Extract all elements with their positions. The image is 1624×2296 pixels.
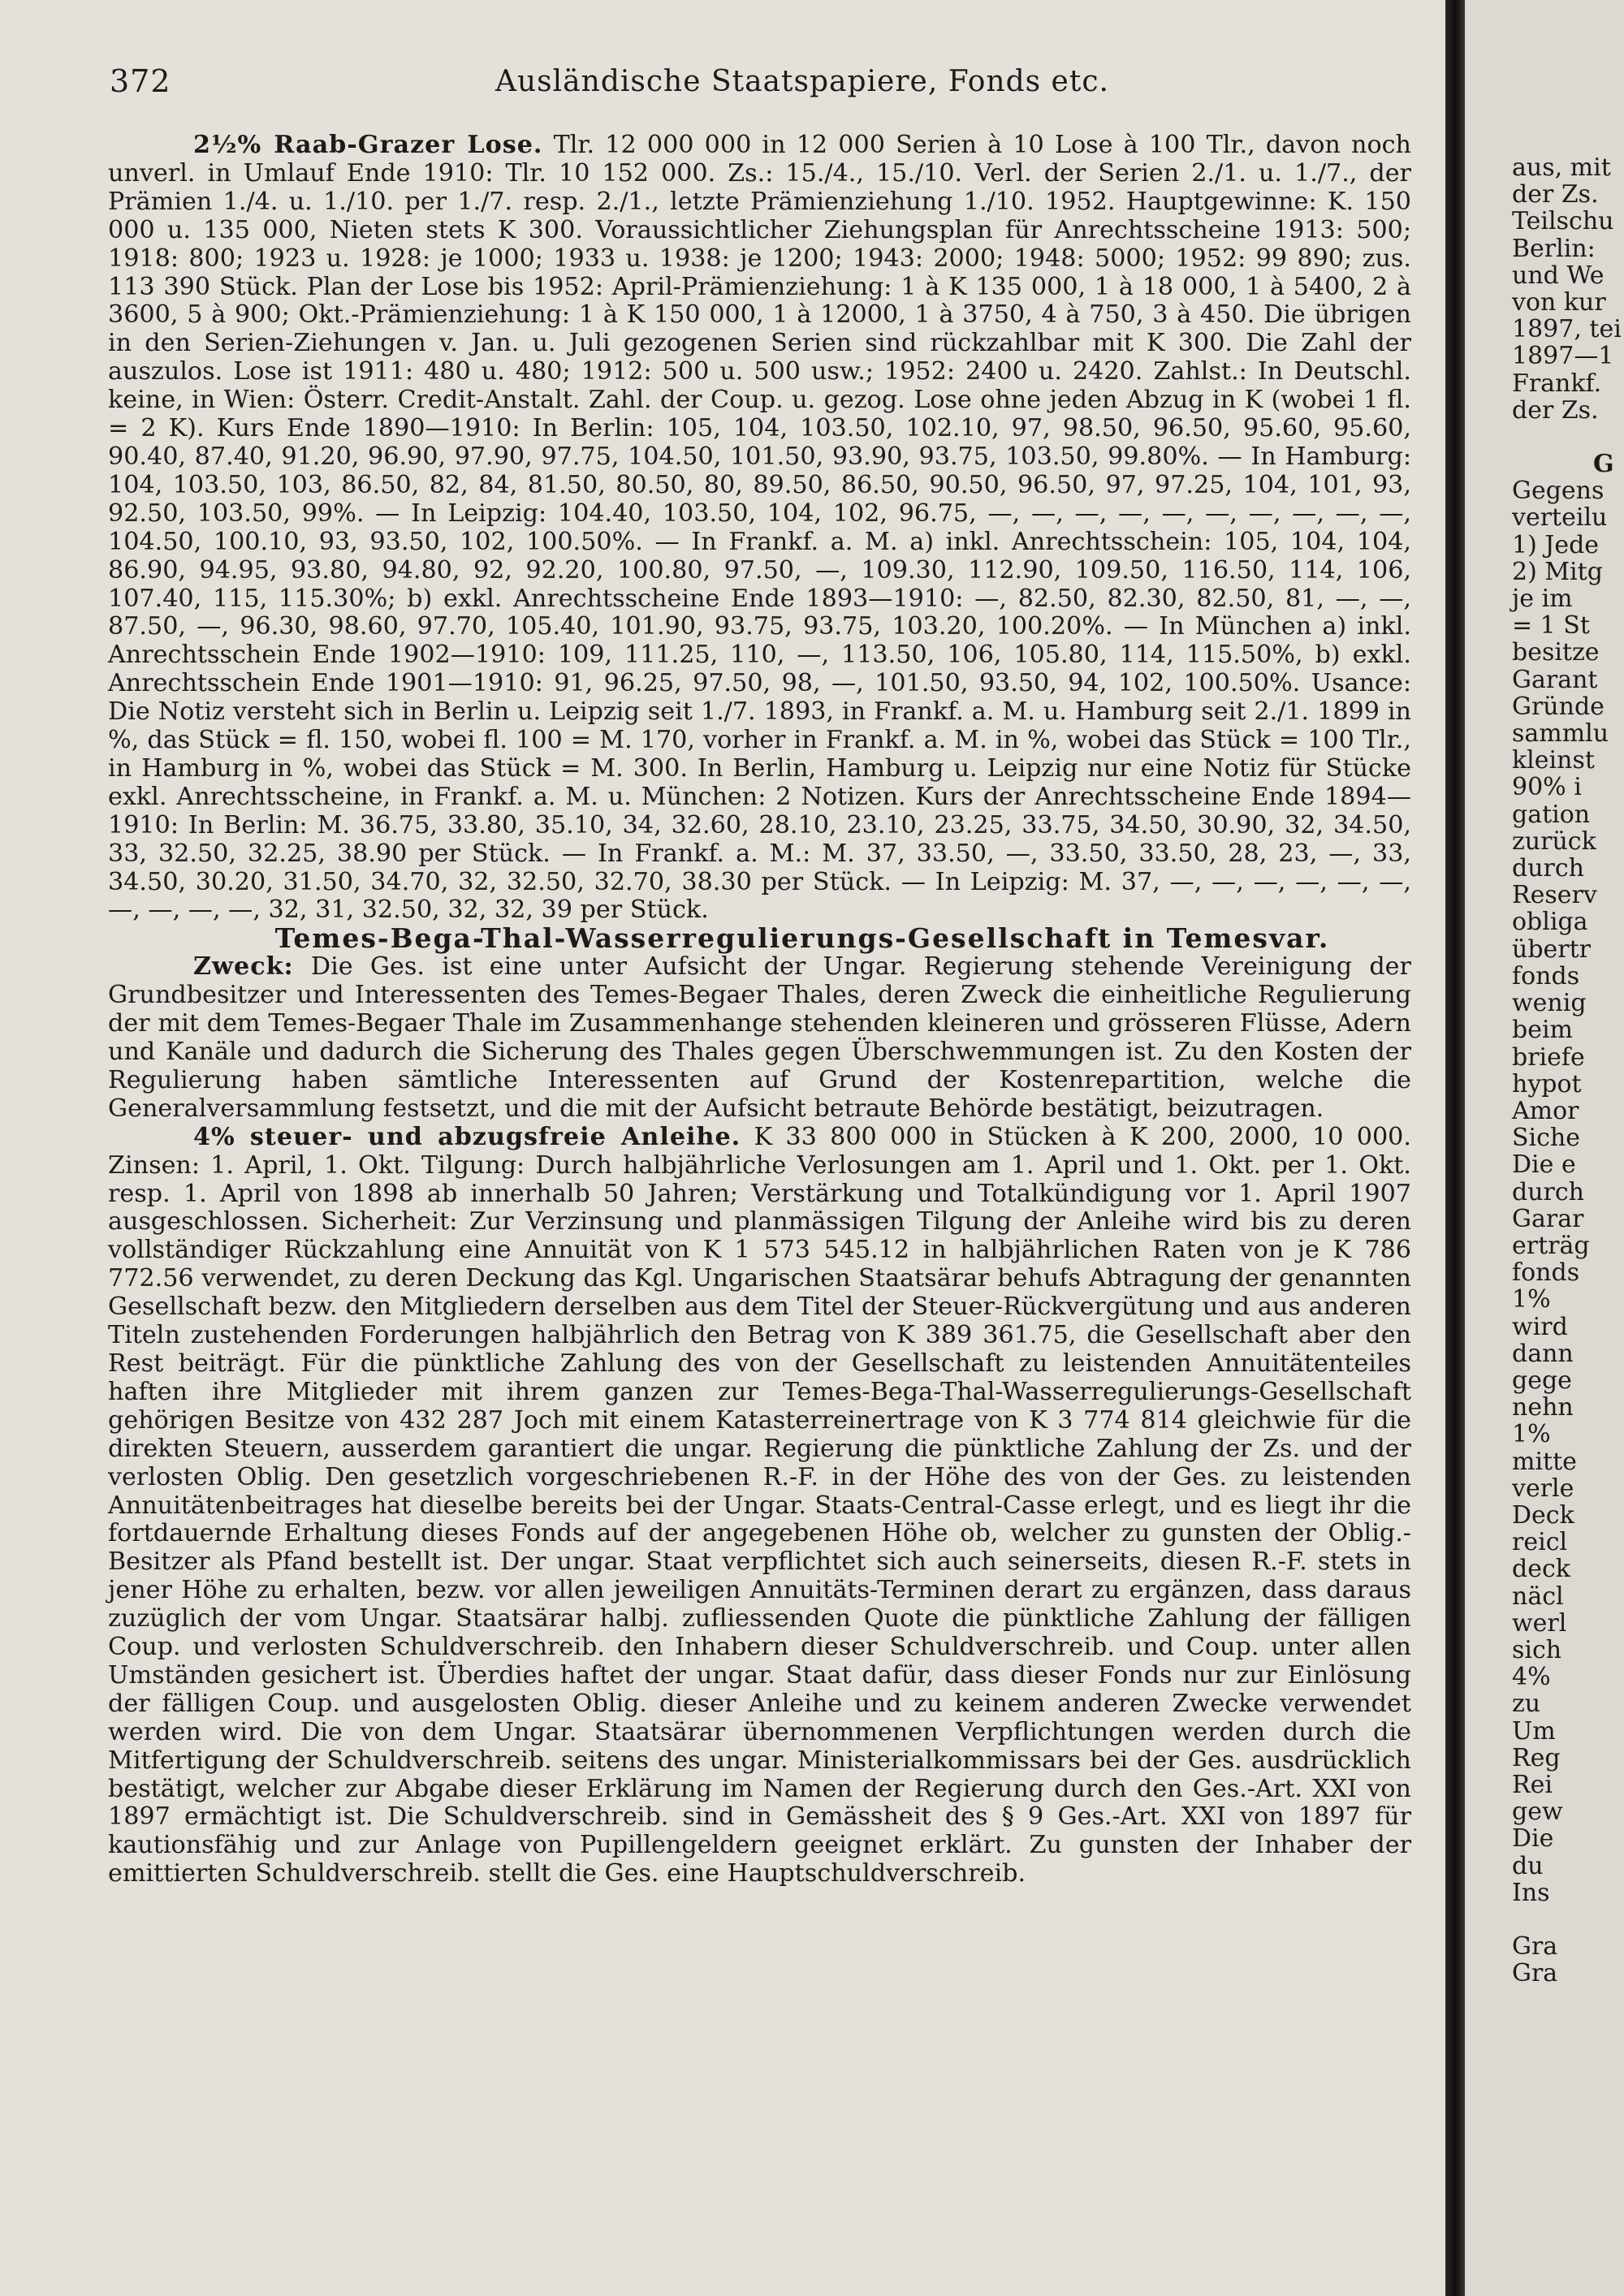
right-page-line: Die — [1512, 1824, 1554, 1854]
right-page-line: Gründe — [1512, 692, 1605, 721]
right-page-line: = 1 St — [1512, 611, 1590, 641]
right-page-line: Um — [1512, 1716, 1556, 1746]
book-gutter — [1445, 0, 1465, 2296]
right-page-line: obliga — [1512, 908, 1588, 937]
right-page-line: Gra — [1512, 1932, 1558, 1962]
right-page-line: sich — [1512, 1635, 1562, 1664]
right-page-line: aus, mit — [1512, 153, 1611, 182]
right-page-line: nehn — [1512, 1393, 1574, 1422]
right-page-line: Gegens — [1512, 477, 1605, 506]
right-page-fragment — [1465, 0, 1624, 2296]
right-page-line: erträg — [1512, 1231, 1590, 1260]
right-page-line: werl — [1512, 1608, 1567, 1638]
right-page-line: der Zs. — [1512, 395, 1599, 425]
right-page-line: Amor — [1512, 1096, 1579, 1125]
right-page-line: 1% — [1512, 1420, 1551, 1449]
raab-title: 2½% Raab-Grazer Lose. — [193, 131, 543, 159]
right-page-line: Rei — [1512, 1770, 1553, 1799]
right-page-line — [1512, 1906, 1622, 1933]
right-page-line: beim — [1512, 1016, 1573, 1045]
right-page-line: verteilu — [1512, 503, 1608, 533]
right-page-line: briefe — [1512, 1042, 1585, 1072]
page-number: 372 — [110, 63, 171, 99]
right-page-line: und We — [1512, 261, 1605, 290]
raab-section — [108, 132, 1411, 925]
right-page-line: dann — [1512, 1339, 1574, 1368]
anleihe-label: 4% steuer- und abzugsfreie Anleihe. — [193, 1122, 741, 1151]
zweck-label: Zweck: — [193, 952, 294, 982]
right-page-line: durch — [1512, 854, 1584, 883]
temes-zweck — [108, 953, 1411, 1123]
raab-body: Tlr. 12 000 000 in 12 000 Serien à 10 Lose à 100 Tlr., davon noch unverl. in Umlauf Ende 1910: Tlr. 10 152 000. Zs.: 15./4., 15./10. Verl. der Serien 2./1. u. 1./7., der Prämien 1./4. u. 1./10. per 1./7. resp. 2./1., letzte Prämienziehung 1./10. 1952. Hauptgewinne: K. 150 000 u. 135 000, Nieten stets K 300. Voraussichtlicher Ziehungsplan für Anrechtsscheine 1913: 500; 1918: 800; 1923 u. 1928: je 1000; 1933 u. 1938: je 1200; 1943: 2000; 1948: 5000; 1952: 99 890; zus. 113 390 Stück. Plan der Lose bis 1952: April-Prämienziehung: 1 à K 135 000, 1 à 18 000, 1 à 5400, 2 à 3600, 5 à 900; Okt.-Prämienziehung: 1 à K 150 000, 1 à 12000, 1 à 3750, 4 à 750, 3 à 450. Die übrigen in den Serien-Ziehungen v. Jan. u. Juli gezogenen Serien sind rückzahlbar mit K 300. Die Zahl der auszulos. Lose ist 1911: 480 u. 480; 1912: 500 u. 500 usw.; 1952: 2400 u. 2420. Zahlst.: In Deutschl. keine, in Wien: Österr. Credit-Anstalt. Zahl. der Coup. u. gezog. Lose ohne jeden Abzug in K (wobei 1 fl. = 2 K). Kurs Ende 1890—1910: In Berlin: 105, 104, 103.50, 102.10, 97, 98.50, 96.50, 95.60, 95.60, 90.40, 87.40, 91.20, 96.90, 97.90, 97.75, 104.50, 101.50, 93.90, 93.75, 103.50, 99.80%. — In Hamburg: 104, 103.50, 103, 86.50, 82, 84, 81.50, 80.50, 80, 89.50, 86.50, 90.50, 96.50, 97, 97.25, 104, 101, 93, 92.50, 103.50, 99%. — In Leipzig: 104.40, 103.50, 104, 102, 96.75, —, —, —, —, —, —, —, —, —, —, 104.50, 100.10, 93, 93.50, 102, 100.50%. — In Frankf. a. M. a) inkl. Anrechtsschein: 105, 104, 104, 86.90, 94.95, 93.80, 94.80, 92, 92.20, 100.80, 97.50, —, 109.30, 112.90, 109.50, 116.50, 114, 106, 107.40, 115, 115.30%; b) exkl. Anrechtsscheine Ende 1893—1910: —, 82.50, 82.30, 82.50, 81, —, —, 87.50, —, 96.30, 98.60, 97.70, 105.40, 101.90, 93.75, 93.75, 103.20, 100.20%. — In München a) inkl. Anrechtsschein Ende 1902—1910: 109, 111.25, 110, —, 113.50, 106, 105.80, 114, 115.50%, b) exkl. Anrechtsschein Ende 1901—1910: 91, 96.25, 97.50, 98, —, 101.50, 93.50, 94, 102, 100.50%. Usance: Die Notiz versteht sich in Berlin u. Leipzig seit 1./7. 1893, in Frankf. a. M. u. Hamburg seit 2./1. 1899 in %, das Stück = fl. 150, wobei fl. 100 = M. 170, vorher in Frankf. a. M. in %, wobei das Stück = 100 Tlr., in Hamburg in %, wobei das Stück = M. 300. In Berlin, Hamburg u. Leipzig nur eine Notiz für Stücke exkl. Anrechtsscheine, in Frankf. a. M. u. München: 2 Notizen. Kurs der Anrechtsscheine Ende 1894—1910: In Berlin: M. 36.75, 33.80, 35.10, 34, 32.60, 28.10, 23.10, 23.25, 33.75, 34.50, 30.90, 32, 34.50, 33, 32.50, 32.25, 38.90 per Stück. — In Frankf. a. M.: M. 37, 33.50, —, 33.50, 33.50, 28, 23, —, 33, 34.50, 30.20, 31.50, 34.70, 32, 32.50, 32.70, 38.30 per Stück. — In Leipzig: M. 37, —, —, —, —, —, —, —, —, —, —, 32, 31, 32.50, 32, 32, 39 per Stück. — [108, 131, 1411, 925]
right-page-line: Ins — [1512, 1878, 1550, 1907]
right-page-line: 1897—1 — [1512, 342, 1614, 371]
right-page-line: reicl — [1512, 1528, 1568, 1557]
right-page-line: Gra — [1512, 1959, 1558, 1988]
right-page-line: Deck — [1512, 1500, 1574, 1530]
right-page-line: du — [1512, 1851, 1544, 1880]
right-page-line: Garant — [1512, 665, 1598, 694]
right-page-line: von kur — [1512, 288, 1606, 317]
right-page-line: durch — [1512, 1177, 1584, 1206]
right-page-line: kleinst — [1512, 746, 1595, 775]
right-page-line: fonds — [1512, 1258, 1580, 1288]
right-page-line: gege — [1512, 1366, 1572, 1395]
right-page-line: Die e — [1512, 1150, 1576, 1180]
right-page-line: übertr — [1512, 934, 1592, 964]
right-page-line: 2) Mitg — [1512, 557, 1603, 586]
zweck-body: Die Ges. ist eine unter Aufsicht der Ungar. Regierung stehende Vereinigung der Grundbesitzer und Interessenten des Temes-Begaer Thales, deren Zweck die einheitliche Regulierung der mit dem Temes-Begaer Thale im Zusammenhange stehenden kleineren und grösseren Flüsse, Adern und Kanäle und dadurch die Sicherung des Thales gegen Überschwemmungen ist. Zu den Kosten der Regulierung haben sämtliche Interessenten auf Grund der Kostenrepartition, welche die Generalversammlung festsetzt, und die mit der Aufsicht betraute Behörde bestätigt, beizutragen. — [108, 952, 1411, 1123]
right-page-line: zurück — [1512, 826, 1596, 856]
right-page-line: Siche — [1512, 1124, 1581, 1153]
right-page-line: 1) Jede — [1512, 530, 1600, 559]
right-page-text — [1512, 154, 1622, 1987]
right-page-line: Reg — [1512, 1743, 1561, 1772]
right-page-line: 4% — [1512, 1663, 1551, 1692]
anleihe-body: K 33 800 000 in Stücken à K 200, 2000, 10 000. Zinsen: 1. April, 1. Okt. Tilgung: Durch halbjährliche Verlosungen am 1. April und 1. Okt. per 1. Okt. resp. 1. April von 1898 ab innerhalb 50 Jahren; Verstärkung und Totalkündigung vor 1. April 1907 ausgeschlossen. Sicherheit: Zur Verzinsung und planmässigen Tilgung der Anleihe wird bis zu deren vollständiger Rückzahlung eine Annuität von K 1 573 545.12 in halbjährlichen Raten von je K 786 772.56 verwendet, zu deren Deckung das Kgl. Ungarischen Staatsärar behufs Abtragung der genannten Gesellschaft bezw. den Mitgliedern derselben aus dem Titel der Steuer-Rückvergütung und aus anderen Titeln zustehenden Forderungen halbjährlich den Betrag von K 389 361.75, die Gesellschaft aber den Rest beiträgt. Für die pünktliche Zahlung des von der Gesellschaft zu leistenden Annuitätenteiles haften ihre Mitglieder mit ihrem ganzen zur Temes-Bega-Thal-Wasserregulierungs-Gesellschaft gehörigen Besitze von 432 287 Joch mit einem Katasterreinertrage von K 3 774 814 gleichwie für die direkten Steuern, ausserdem garantiert die ungar. Regierung die pünktliche Zahlung der Zs. und der verlosten Oblig. Den gesetzlich vorgeschriebenen R.-F. in der Höhe des von der Ges. zu leistenden Annuitätenbeitrages hat dieselbe bereits bei der Ungar. Staats-Central-Casse erlegt, und es liegt ihr die fortdauernde Erhaltung dieses Fonds auf der angegebenen Höhe ob, welcher zu gunsten der Oblig.-Besitzer als Pfand bestellt ist. Der ungar. Staat verpflichtet sich auch seinerseits, diesen R.-F. stets in jener Höhe zu erhalten, bezw. vor allen jeweiligen Annuitäts-Terminen derart zu ergänzen, dass daraus zuzüglich der vom Ungar. Staatsärar halbj. zufliessenden Quote die pünktliche Zahlung der fälligen Coup. und verlosten Schuldverschreib. den Inhabern dieser Schuldverschreib. und Coup. unter allen Umständen gesichert ist. Überdies haftet der ungar. Staat dafür, dass dieser Fonds nur zur Einlösung der fälligen Coup. und ausgelosten Oblig. dieser Anleihe und zu keinem anderen Zwecke verwendet werden wird. Die von dem Ungar. Staatsärar übernommenen Verpflichtungen werden durch die Mitfertigung der Schuldverschreib. seitens des ungar. Ministerialkommissars bei der Ges. ausdrücklich bestätigt, welcher zur Abgabe dieser Erklärung im Namen der Regierung durch den Ges.-Art. XXI von 1897 ermächtigt ist. Die Schuldverschreib. sind in Gemässheit des § 9 Ges.-Art. XXI von 1897 für kautionsfähig und zur Anlage von Pupillengeldern geeignet erklärt. Zu gunsten der Inhaber der emittierten Schuldverschreib. stellt die Ges. eine Hauptschuldverschreib. — [108, 1122, 1411, 1888]
right-page-line: zu — [1512, 1690, 1541, 1719]
page-header — [110, 63, 1409, 112]
right-page-line: 1897, tei — [1512, 315, 1622, 344]
right-page-line: wird — [1512, 1312, 1568, 1341]
right-page-line: Reserv — [1512, 881, 1597, 910]
right-page-line: gew — [1512, 1798, 1563, 1827]
right-page-line: 90% i — [1512, 773, 1582, 802]
right-page-line: verle — [1512, 1474, 1574, 1503]
main-text-column — [108, 132, 1411, 1888]
right-page-line: gation — [1512, 800, 1591, 829]
right-page-line: besitze — [1512, 638, 1600, 667]
temes-heading: Temes-Bega-Thal-Wasserregulierungs-Gesellschaft in Temesvar. — [274, 922, 1330, 955]
right-page-line: sammlu — [1512, 719, 1609, 749]
right-page-line: Berlin: — [1512, 234, 1596, 263]
right-page-line: näcl — [1512, 1582, 1564, 1611]
right-page-gap — [1512, 424, 1622, 451]
right-page-line: Frankf. — [1512, 369, 1602, 398]
right-page-line: fonds — [1512, 961, 1580, 990]
right-page-line: Garar — [1512, 1204, 1584, 1233]
right-page-heading-fragment: G — [1593, 450, 1614, 479]
right-page-line: je im — [1512, 585, 1581, 614]
right-page-line: mitte — [1512, 1447, 1577, 1476]
right-page-line: der Zs. — [1512, 180, 1599, 209]
right-page-line: Teilschu — [1512, 207, 1614, 236]
temes-anleihe — [108, 1124, 1411, 1888]
right-page-line: wenig — [1512, 989, 1587, 1018]
right-page-line: deck — [1512, 1555, 1570, 1584]
right-page-line: 1% — [1512, 1285, 1559, 1314]
right-page-line: hypot — [1512, 1069, 1582, 1098]
running-title: Ausländische Staatspapiere, Fonds etc. — [495, 65, 1109, 98]
